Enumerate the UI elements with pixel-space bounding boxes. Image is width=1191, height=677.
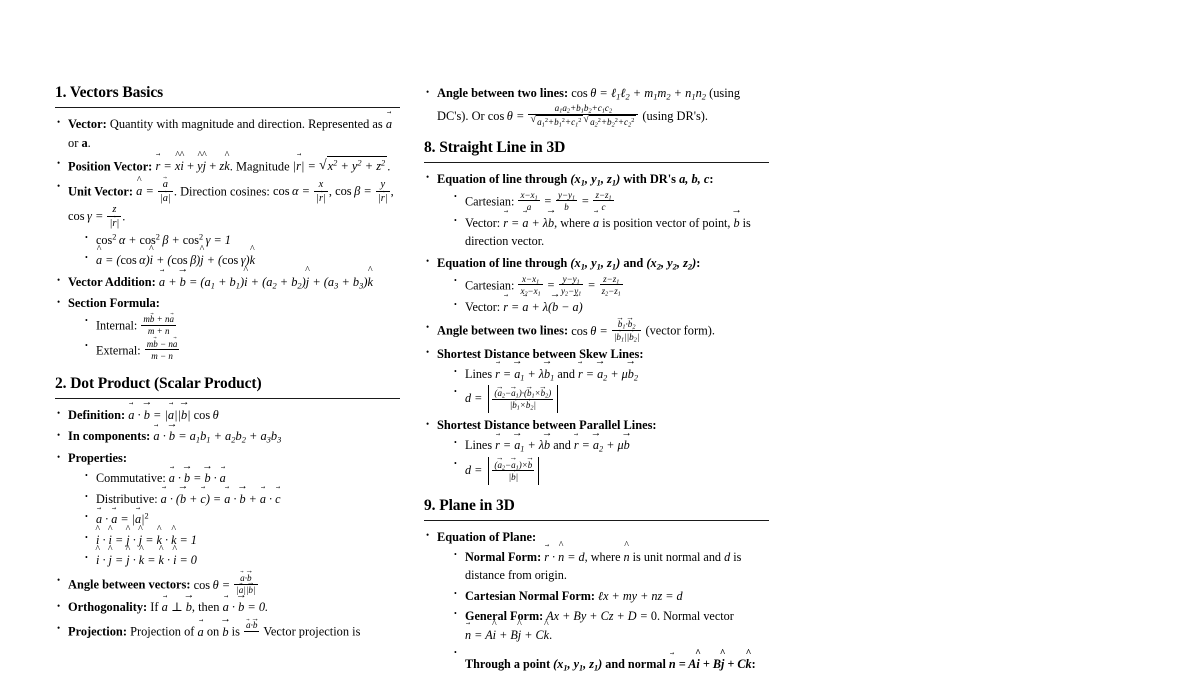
math-basis-dot-same: i ^ · i ^ = j ^ · j ^ = k ^ · k ^ = 1	[96, 533, 197, 547]
math-dot-definition: a → · b → = |a →||b →| cos θ	[128, 408, 219, 422]
subitem-parallel-lines	[453, 436, 769, 455]
math-parallel-line2: r → = $a \to_2 + \mu b$ →	[574, 438, 630, 452]
list-dot-product	[55, 406, 400, 643]
math-normal-form: r → · n ^ = d	[544, 550, 584, 564]
math-position-vector: r → = x⁠ ^i ^ + y⁠ ^j ^ + zk ^	[155, 159, 229, 173]
list-plane	[424, 528, 769, 674]
math-b-dir: b →	[734, 216, 740, 230]
text-on: on	[206, 624, 220, 639]
section-title-1: 1. Vectors Basics	[55, 84, 164, 101]
item-angle-between-lines-vector	[424, 319, 769, 342]
sublist-dot-properties	[68, 469, 400, 570]
label-general-form: General Form:	[465, 609, 544, 624]
math-angle-between-vectors: cos θ = $\frac{a \to\cdot b \to}{|a \to||b \to|}$	[194, 578, 259, 592]
section-rule-1	[55, 107, 400, 108]
label-lines-parallel: Lines	[465, 438, 493, 453]
math-commutative: a → · b → = b → · a →	[169, 471, 226, 485]
item-line-through-point-drs	[424, 170, 769, 251]
subitem-cartesian-drs	[453, 190, 769, 212]
section-title-9: 9. Plane in 3D	[424, 496, 515, 514]
label-shortest-parallel: Shortest Distance between Parallel Lines:	[437, 418, 657, 433]
subitem-self-dot	[84, 510, 400, 529]
label-commutative: Commutative:	[96, 471, 166, 486]
math-cartesian-drs: $\frac{x-x_1}{a}$ = $\frac{y-y_1}{b}$ = $\frac{z-z_1}{c}$	[520, 189, 612, 212]
subitem-basis-dot-same	[84, 531, 400, 550]
section-rule-8	[424, 162, 769, 163]
math-vec-a: a →	[386, 115, 392, 134]
section-rule-9	[424, 520, 769, 521]
label-cartesian-1: Cartesian:	[465, 194, 515, 209]
math-distributive: a → · (b → + c →) = a → · b → + a → · c →	[161, 492, 281, 506]
right-column	[424, 84, 769, 677]
math-self-dot: a → · a → = $|a \to|^2$	[96, 512, 149, 526]
math-normal-vector-n: n → = Ai ^ + Bj ^ + Ck ^	[465, 628, 549, 642]
label-vector-1: Vector:	[465, 215, 501, 230]
math-dot-components: a → · b → = $a_1b_1 + a_2b_2 + a_3b_3$	[153, 429, 281, 443]
label-vector: Vector:	[68, 116, 107, 131]
item-shortest-skew	[424, 345, 769, 413]
sublist-section-formula	[68, 314, 400, 360]
item-unit-vector	[55, 179, 400, 270]
list-vectors-basics	[55, 115, 400, 361]
subitem-vector-drs	[453, 214, 769, 251]
text-comma2: ,	[390, 184, 394, 199]
subitem-skew-distance	[453, 385, 769, 413]
math-vector-line: r → = a → + λb →	[503, 216, 554, 230]
subitem-vector-two-points	[453, 298, 769, 317]
section-vectors-basics	[55, 84, 400, 361]
section-straight-line-3d	[424, 139, 769, 485]
text-normal-vector: 0. Normal vector	[650, 609, 734, 624]
math-external-division: $\frac{mb \to - na \to}{m - n}$	[144, 343, 181, 357]
text-is-pos-vector: is position vector of point,	[602, 215, 731, 230]
label-projection: Projection:	[68, 624, 127, 639]
section-title-2: 2. Dot Product (Scalar Product)	[55, 374, 262, 392]
math-sqrt-xyz: √ $x^2 + y^2 + z^2$	[319, 159, 387, 173]
section-continued-angle-lines	[424, 84, 769, 127]
math-a-pos: a →	[593, 216, 599, 230]
text-is-dist: is	[733, 549, 742, 564]
math-perp: a → ⊥ b →	[162, 600, 192, 614]
label-orthogonality: Orthogonality:	[68, 600, 148, 615]
text-vector-form: (vector form).	[645, 324, 715, 339]
math-cos-gamma: cos γ = $\frac{z}{|r \to|}$	[68, 209, 122, 223]
math-parallel-line1: r → = $a \to_1 + \lambda b$ →	[495, 438, 550, 452]
label-distributive: Distributive:	[96, 491, 158, 506]
math-vector-two-points: r → = a → + λ(b → − a →)	[503, 300, 582, 314]
section-rule-2	[55, 398, 400, 399]
text-dot1: .	[229, 159, 233, 173]
text-is-dir: is	[742, 215, 751, 230]
label-vector-addition: Vector Addition:	[68, 274, 156, 289]
math-unit-vector-dc: a ^ = (cos α)i ^ + (cos β)j ^ + (cos γ)k ^	[96, 253, 255, 267]
label-line-two-points: Equation of line through ($x_1$, $y_1$, $z_1$) and ($x_2$, $y_2$, $z_2$):	[437, 255, 701, 272]
text-projection-of: Projection of	[130, 624, 195, 639]
subitem-cartesian-normal-form	[453, 587, 769, 606]
label-unit-vector: Unit Vector:	[68, 184, 134, 199]
section-title-8: 8. Straight Line in 3D	[424, 138, 566, 156]
label-angle-lines-vector: Angle between two lines:	[437, 324, 569, 339]
subitem-unit-vector-dc	[84, 251, 400, 270]
subitem-external	[84, 339, 400, 361]
label-shortest-skew: Shortest Distance between Skew Lines:	[437, 346, 644, 361]
subitem-normal-form	[453, 548, 769, 585]
text-using-drs: (using DR's).	[642, 109, 708, 124]
math-internal-division: $\frac{mb \to + na \to}{m + n}$	[140, 319, 177, 333]
math-skew-distance: d = $\frac{(a \to_2-a \to_1)\cdot(b \to_1\times b \to_2)}{|b \to_1\times b \to_2|}$	[465, 391, 560, 405]
math-vector-addition: a → + b → = $(a_1 + b_1)i$ ^ + $(a_2 + b_2)j$ ^ + $(a_3 + b_3)k$ ^	[159, 275, 373, 289]
subitem-distributive	[84, 490, 400, 509]
text-if: If	[150, 600, 159, 615]
text-is: is	[231, 624, 240, 639]
text-dot2: .	[387, 159, 391, 173]
item-dot-properties	[55, 449, 400, 570]
math-general-form: Ax + By + Cz + D =	[546, 609, 648, 624]
math-angle-lines-vector: cos θ = $\frac{b \to_1\cdot b \to_2}{|b \to_1||b \to_2|}$	[571, 324, 642, 338]
section-plane-3d	[424, 497, 769, 674]
subitem-skew-lines	[453, 365, 769, 384]
label-properties: Properties:	[68, 451, 127, 466]
math-proj-b: b →	[222, 625, 228, 639]
item-vector-addition	[55, 273, 400, 292]
math-parallel-distance: d = $\frac{(a \to_2-a \to_1)\times b \to}{|b \to|}$	[465, 463, 541, 477]
item-dot-definition	[55, 406, 400, 425]
text-using-dcs: (using DC's). Or	[437, 86, 741, 124]
text-then: , then	[191, 600, 220, 615]
text-magnitude: Magnitude	[235, 159, 290, 173]
text-and-skew: and	[557, 366, 575, 381]
math-angle-dr: cos θ = $a_1a_2+b_1b_2+c_1c_2$ √ $a_1^2+b_1^2+c_1^2$ √ $a_2^2+b_2^2+c_2^2$	[488, 109, 640, 123]
math-angle-dc: cos θ = ℓ$_1$ℓ$_2$ + $m_1m_2 + n_1n_2$	[571, 86, 706, 102]
math-cartesian-two-points: $\frac{x-x_1}{x_2-x_1}$ = $\frac{y-y_1}{y_2-y_1}$ = $\frac{z-z_1}{z_2-z_1}$	[520, 273, 621, 298]
item-equation-of-plane	[424, 528, 769, 674]
label-cartesian-2: Cartesian:	[465, 278, 515, 293]
item-position-vector	[55, 156, 400, 176]
math-cos-beta: cos β = $\frac{y}{|r \to|}$	[335, 184, 391, 198]
sublist-direction-cosines	[68, 231, 400, 270]
math-cos-alpha: cos α = $\frac{x}{|r \to|}$	[273, 184, 329, 198]
text-where-n: , where	[584, 549, 621, 564]
math-dc-identity: $\cos^2 \alpha + \cos^2 \beta + \cos^2 \gamma = 1$	[96, 232, 231, 247]
item-section-formula	[55, 294, 400, 360]
text-vector-desc: Quantity with magnitude and direction. Represented as	[109, 116, 383, 131]
item-angle-between-two-lines-dc	[424, 84, 769, 127]
label-vector-2: Vector:	[465, 299, 501, 314]
item-line-through-two-points	[424, 254, 769, 317]
sublist-skew	[437, 365, 769, 414]
item-projection	[55, 620, 400, 643]
text-direction-vector: direction vector.	[465, 234, 545, 249]
text-unit-normal: is unit normal and	[632, 549, 722, 564]
math-skew-line2: r → = $a \to_2 + \mu b \to_2$	[578, 367, 638, 381]
label-line-through-point: Equation of line through ($x_1$, $y_1$, $z_1$) with DR's a, b, c:	[437, 171, 714, 188]
sublist-parallel	[437, 436, 769, 485]
subitem-cartesian-two-points	[453, 274, 769, 296]
text-vector-projection-is: Vector projection is	[263, 624, 361, 639]
text-or: or	[68, 135, 79, 150]
subitem-dc-identity	[84, 231, 400, 250]
subitem-parallel-distance	[453, 457, 769, 485]
label-in-components: In components:	[68, 429, 151, 444]
label-external: External:	[96, 343, 141, 358]
text-and-parallel: and	[553, 438, 571, 453]
list-straight-line	[424, 170, 769, 485]
text-comma-where: , where	[554, 215, 590, 230]
text-distance-origin: distance from origin.	[465, 568, 567, 583]
sublist-line-two-points	[437, 274, 769, 317]
left-column	[55, 84, 400, 646]
item-shortest-parallel	[424, 416, 769, 484]
label-lines-skew: Lines	[465, 366, 493, 381]
label-through-point-normal: Through a point ($x_1$, $y_1$, $z_1$) and normal n → = Ai ^ + Bj ^ + Ck ^:	[465, 657, 756, 671]
label-normal-form: Normal Form:	[465, 549, 542, 564]
subitem-through-point-normal	[453, 655, 769, 674]
math-n-hat: n ^	[624, 550, 630, 564]
sublist-plane-forms	[437, 548, 769, 674]
math-cartesian-normal-form: ℓx + my + nz = d	[598, 588, 683, 603]
text-comma1: ,	[328, 184, 332, 199]
label-angle-between-vectors: Angle between vectors:	[68, 577, 191, 592]
text-period: .	[87, 135, 91, 150]
label-definition: Definition:	[68, 407, 126, 422]
label-internal: Internal:	[96, 318, 138, 333]
math-bold-a: a	[81, 135, 88, 150]
math-d-sym: d	[724, 549, 731, 564]
label-angle-between-two-lines: Angle between two lines:	[437, 86, 569, 100]
list-continued	[424, 84, 769, 127]
text-dot3: .	[122, 209, 126, 224]
math-proj-a: a →	[198, 625, 204, 639]
label-section-formula: Section Formula:	[68, 296, 160, 311]
sublist-line-drs	[437, 190, 769, 251]
math-proj-frac: a →·b →	[243, 625, 260, 639]
item-dot-components	[55, 427, 400, 446]
label-equation-of-plane: Equation of Plane:	[437, 529, 537, 544]
label-cartesian-normal-form: Cartesian Normal Form:	[465, 588, 595, 603]
label-position-vector: Position Vector:	[68, 159, 153, 173]
math-basis-dot-cross: i ^ · j ^ = j ^ · k ^ = k ^ · i ^ = 0	[96, 553, 197, 567]
math-skew-line1: r → = $a \to_1 + \lambda b \to_1$	[495, 367, 554, 381]
text-dot-gf: .	[549, 627, 553, 642]
text-dc-lead: . Direction cosines:	[173, 184, 270, 199]
subitem-internal	[84, 314, 400, 336]
math-magnitude-r: |r →| =	[293, 159, 316, 173]
math-unit-vector: a ^ = $\frac{a \to}{|a \to|}$	[136, 184, 174, 198]
section-dot-product	[55, 375, 400, 643]
math-dot-zero: a → · b → = 0.	[223, 600, 269, 614]
item-vector	[55, 115, 400, 153]
two-column-layout	[55, 84, 1135, 677]
